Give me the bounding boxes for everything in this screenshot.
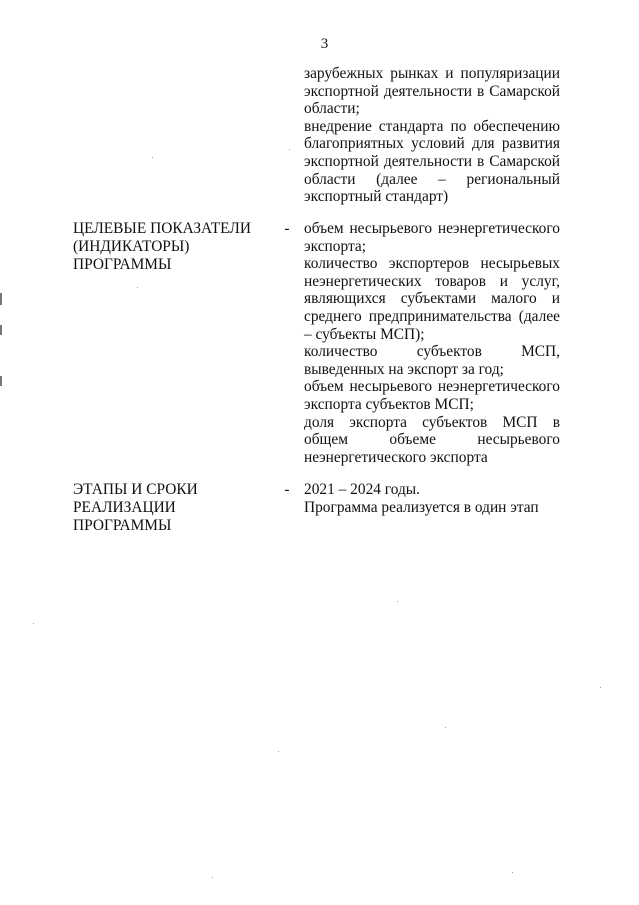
stage-item: Программа реализуется в один этап — [304, 498, 539, 516]
target-indicators-list — [304, 220, 560, 466]
scan-speck — [445, 727, 446, 728]
intro-goals-block — [304, 65, 560, 206]
row-dash: - — [284, 481, 290, 498]
row-label-stages-terms — [73, 481, 263, 534]
indicator-item: объем несырьевого неэнергетического экспорта; — [304, 220, 560, 255]
row-label-line: (ИНДИКАТОРЫ) — [73, 237, 190, 255]
scan-speck — [397, 601, 398, 602]
indicator-item: количество субъектов МСП, выведенных на экспорт за год; — [304, 343, 560, 378]
edge-mark — [0, 293, 2, 305]
scan-speck — [137, 287, 138, 288]
row-label-line: ЭТАПЫ И СРОКИ — [73, 481, 198, 498]
row-label-line: ПРОГРАММЫ — [73, 516, 172, 534]
indicator-item: количество экспортеров несырьевых неэнергетических товаров и услуг, являющихся субъектами малого и среднего предпринимательства (далее – субъекты МСП); — [304, 255, 560, 343]
intro-item: внедрение стандарта по обеспечению благоприятных условий для развития экспортной деятельности в Самарской области (далее – региональный экспортный стандарт) — [304, 117, 560, 206]
edge-mark — [0, 376, 2, 386]
scan-speck — [278, 751, 279, 752]
scan-speck — [33, 623, 34, 624]
row-dash: - — [284, 220, 290, 237]
scan-speck — [289, 149, 290, 150]
scan-speck — [600, 687, 601, 688]
row-label-line: РЕАЛИЗАЦИИ — [73, 498, 176, 516]
edge-mark — [0, 325, 2, 335]
row-label-line: ПРОГРАММЫ — [73, 255, 172, 273]
stages-terms-list — [304, 481, 560, 516]
stage-item: 2021 – 2024 годы. — [304, 481, 421, 498]
indicator-item: доля экспорта субъектов МСП в общем объеме несырьевого неэнергетического экспорта — [304, 413, 560, 466]
scan-speck — [212, 877, 213, 878]
scan-speck — [512, 872, 513, 873]
page-number: 3 — [320, 36, 329, 52]
indicator-item: объем несырьевого неэнергетического экспорта субъектов МСП; — [304, 378, 560, 413]
row-label-target-indicators — [73, 220, 263, 273]
intro-item: зарубежных рынках и популяризации экспортной деятельности в Самарской области; — [304, 65, 560, 118]
row-label-line: ЦЕЛЕВЫЕ ПОКАЗАТЕЛИ — [73, 220, 251, 237]
scan-speck — [152, 157, 153, 158]
